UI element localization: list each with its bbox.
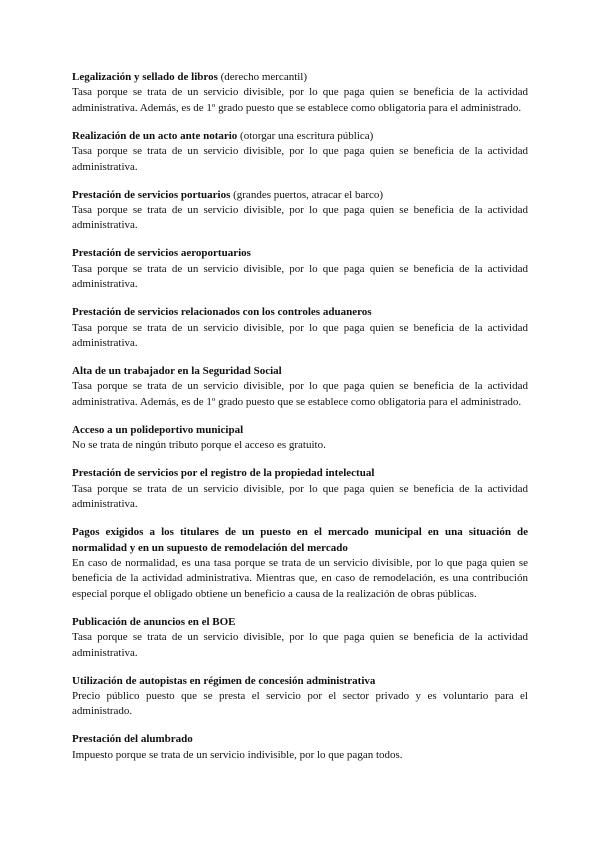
section-title: Alta de un trabajador en la Seguridad Social [72, 365, 282, 378]
section-body: Tasa porque se trata de un servicio divisible, por lo que paga quien se beneficia de la actividad administrativa. Además, es de 1º grado puesto que se establece como obligatoria para el administrado. [72, 380, 528, 408]
section-heading [72, 732, 528, 747]
section-body: Tasa porque se trata de un servicio divisible, por lo que paga quien se beneficia de la actividad administrativa. [72, 631, 528, 659]
section-body: Tasa porque se trata de un servicio divisible, por lo que paga quien se beneficia de la actividad administrativa. [72, 262, 528, 291]
section-heading [72, 525, 528, 556]
section-note: (otorgar una escritura pública) [240, 129, 374, 142]
section-heading [72, 188, 528, 203]
section-heading [72, 364, 528, 379]
section-body: Impuesto porque se trata de un servicio indivisible, por lo que pagan todos. [72, 748, 403, 761]
section-title: Prestación de servicios por el registro de la propiedad intelectual [72, 467, 375, 480]
section [72, 129, 528, 175]
section-heading [72, 70, 528, 85]
section [72, 305, 528, 351]
section-note: (derecho mercantil) [220, 71, 308, 83]
section-heading [72, 466, 528, 481]
section-heading [72, 246, 528, 261]
section [72, 364, 528, 410]
section [72, 423, 528, 454]
section [72, 525, 528, 602]
section-body: Tasa porque se trata de un servicio divisible, por lo que paga quien se beneficia de la actividad administrativa. [72, 321, 528, 350]
section-body: Precio público puesto que se presta el servicio por el sector privado y es voluntario para el administrado. [72, 689, 528, 718]
section [72, 246, 528, 292]
section-heading [72, 305, 528, 320]
section-heading [72, 423, 528, 438]
section-heading [72, 615, 528, 630]
section-title: Pagos exigidos a los titulares de un puesto en el mercado municipal en una situación de normalidad y en un supuesto de remodelación del mercado [72, 526, 528, 554]
section-title: Prestación de servicios portuarios [72, 188, 231, 201]
section-title: Prestación del alumbrado [72, 733, 193, 746]
section-body: No se trata de ningún tributo porque el acceso es gratuito. [72, 439, 326, 452]
section [72, 188, 528, 234]
section-heading [72, 674, 528, 689]
section-body: Tasa porque se trata de un servicio divisible, por lo que paga quien se beneficia de la actividad administrativa. [72, 204, 528, 232]
section-title: Prestación de servicios relacionados con los controles aduaneros [72, 306, 372, 319]
section [72, 732, 528, 763]
section-title: Utilización de autopistas en régimen de concesión administrativa [72, 674, 376, 687]
section-heading [72, 129, 528, 144]
section-title: Prestación de servicios aeroportuarios [72, 247, 251, 260]
section-title: Acceso a un polideportivo municipal [72, 423, 244, 436]
section [72, 674, 528, 720]
section-body: Tasa porque se trata de un servicio divisible, por lo que paga quien se beneficia de la actividad administrativa. [72, 482, 528, 511]
section-title: Legalización y sellado de libros [72, 71, 218, 83]
document-content [72, 70, 528, 776]
section-body: Tasa porque se trata de un servicio divisible, por lo que paga quien se beneficia de la actividad administrativa. [72, 145, 528, 173]
section [72, 615, 528, 661]
section [72, 70, 528, 116]
section [72, 466, 528, 512]
section-body: Tasa porque se trata de un servicio divisible, por lo que paga quien se beneficia de la actividad administrativa. Además, es de 1º grado puesto que se establece como obligatoria para el administrado. [72, 86, 528, 114]
section-note: (grandes puertos, atracar el barco) [233, 188, 384, 201]
section-body: En caso de normalidad, es una tasa porque se trata de un servicio divisible, por lo que paga quien se beneficia de la actividad administrativa. Mientras que, en caso de remodelación, es una contribución especial porque el obligado obtiene un beneficio a causa de la realización de obras públicas. [72, 556, 528, 600]
section-title: Realización de un acto ante notario [72, 129, 238, 142]
section-title: Publicación de anuncios en el BOE [72, 615, 236, 628]
